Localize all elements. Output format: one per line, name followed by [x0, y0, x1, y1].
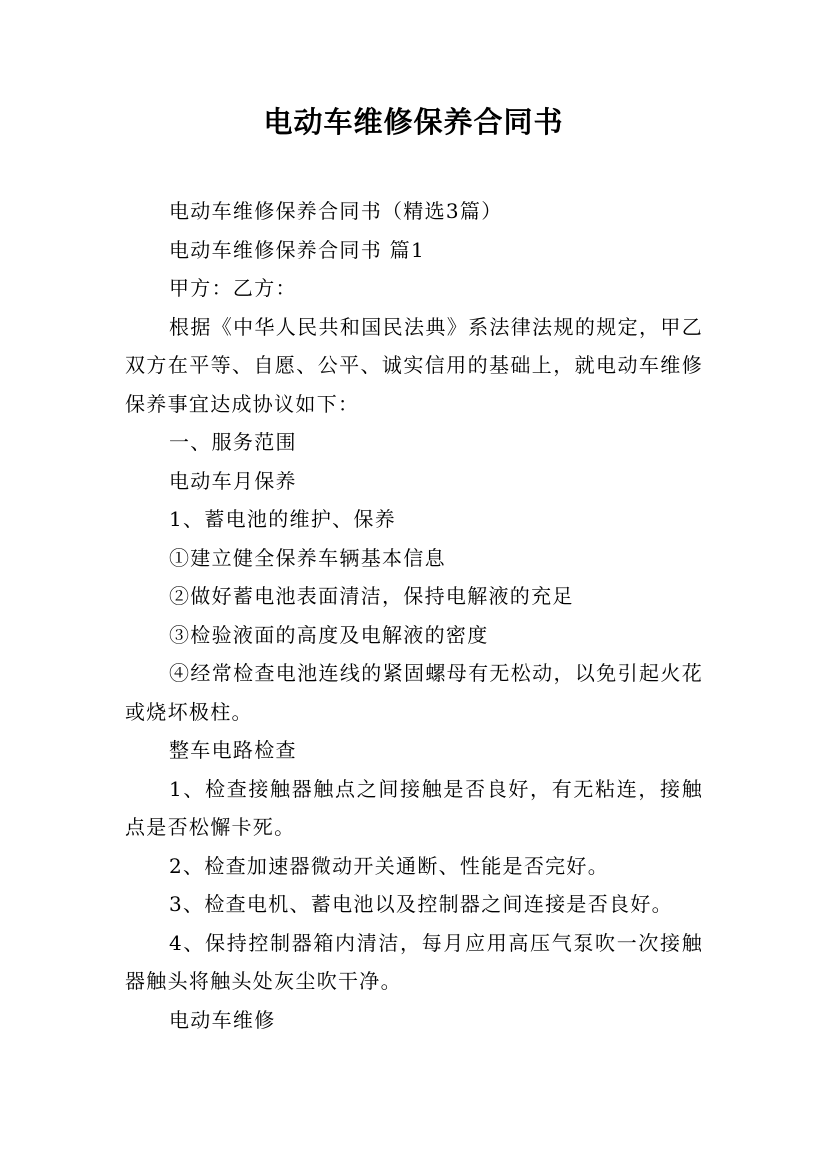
- list-item-circuit-4: 4、保持控制器箱内清洁，每月应用高压气泵吹一次接触器触头将触头处灰尘吹干净。: [125, 930, 703, 993]
- document-title: 电动车维修保养合同书: [263, 105, 564, 139]
- list-item-battery-4: ④经常检查电池连线的紧固螺母有无松动，以免引起火花或烧坏极柱。: [125, 661, 703, 724]
- paragraph-intro: 电动车维修保养合同书（精选3篇）: [169, 199, 503, 223]
- subheading-monthly-maintenance: 电动车月保养: [169, 468, 297, 493]
- list-item-battery-1: ①建立健全保养车辆基本信息: [169, 545, 446, 570]
- subheading-circuit-check: 整车电路检查: [169, 738, 297, 762]
- paragraph-parties: 甲方：乙方：: [169, 276, 297, 300]
- paragraph-chapter-heading: 电动车维修保养合同书 篇1: [169, 237, 425, 262]
- list-item-battery: 1、蓄电池的维护、保养: [169, 507, 397, 531]
- list-item-battery-2: ②做好蓄电池表面清洁，保持电解液的充足: [169, 584, 574, 608]
- paragraph-preamble: 根据《中华人民共和国民法典》系法律法规的规定，甲乙双方在平等、自愿、公平、诚实信用的基础上，就电动车维修保养事宜达成协议如下：: [125, 314, 703, 416]
- list-item-circuit-3: 3、检查电机、蓄电池以及控制器之间连接是否良好。: [169, 892, 673, 916]
- subheading-repair: 电动车维修: [169, 1007, 276, 1032]
- list-item-battery-3: ③检验液面的高度及电解液的密度: [169, 622, 489, 647]
- list-item-circuit-2: 2、检查加速器微动开关通断、性能是否完好。: [169, 853, 610, 878]
- document-body: [125, 192, 703, 1039]
- section-heading-service-scope: 一、服务范围: [169, 430, 297, 454]
- list-item-circuit-1: 1、检查接触器触点之间接触是否良好，有无粘连，接触点是否松懈卡死。: [125, 776, 703, 839]
